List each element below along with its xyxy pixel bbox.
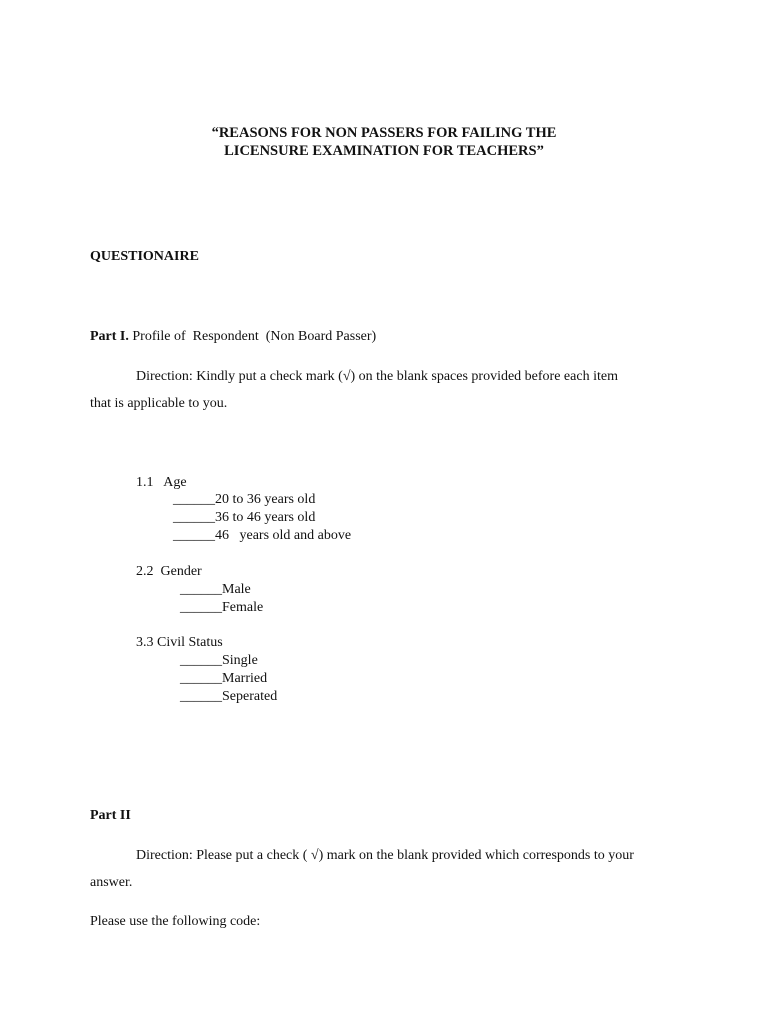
civil-status-option-single[interactable]: ______Single bbox=[180, 653, 258, 668]
age-label: 1.1 Age bbox=[136, 475, 187, 490]
title-line-1: “REASONS FOR NON PASSERS FOR FAILING THE bbox=[211, 125, 557, 141]
title-line-2: LICENSURE EXAMINATION FOR TEACHERS” bbox=[224, 143, 544, 159]
part2-heading: Part II bbox=[90, 808, 131, 823]
questionaire-heading: QUESTIONAIRE bbox=[90, 249, 199, 264]
gender-option-male[interactable]: ______Male bbox=[180, 582, 251, 597]
part1-heading bbox=[90, 330, 376, 344]
civil-status-label: 3.3 Civil Status bbox=[136, 635, 223, 650]
part1-heading-text: Profile of Respondent (Non Board Passer) bbox=[128, 329, 377, 344]
civil-status-option-seperated[interactable]: ______Seperated bbox=[180, 689, 278, 704]
gender-label: 2.2 Gender bbox=[136, 564, 202, 579]
civil-status-option-married[interactable]: ______Married bbox=[180, 671, 268, 686]
age-option-46-above[interactable]: ______46 years old and above bbox=[173, 528, 352, 543]
part1-direction-line1: Direction: Kindly put a check mark (√) on the blank spaces provided before each item bbox=[136, 369, 618, 384]
part2-direction-line1: Direction: Please put a check ( √) mark on the blank provided which corresponds to your bbox=[136, 848, 634, 863]
part1-label: Part I. bbox=[90, 329, 129, 344]
age-option-20-36[interactable]: ______20 to 36 years old bbox=[173, 492, 316, 507]
gender-option-female[interactable]: ______Female bbox=[180, 600, 264, 615]
part2-direction-line2: answer. bbox=[90, 875, 133, 890]
part1-direction-line2: that is applicable to you. bbox=[90, 396, 228, 411]
part2-code-note: Please use the following code: bbox=[90, 914, 261, 929]
age-option-36-46[interactable]: ______36 to 46 years old bbox=[173, 510, 316, 525]
